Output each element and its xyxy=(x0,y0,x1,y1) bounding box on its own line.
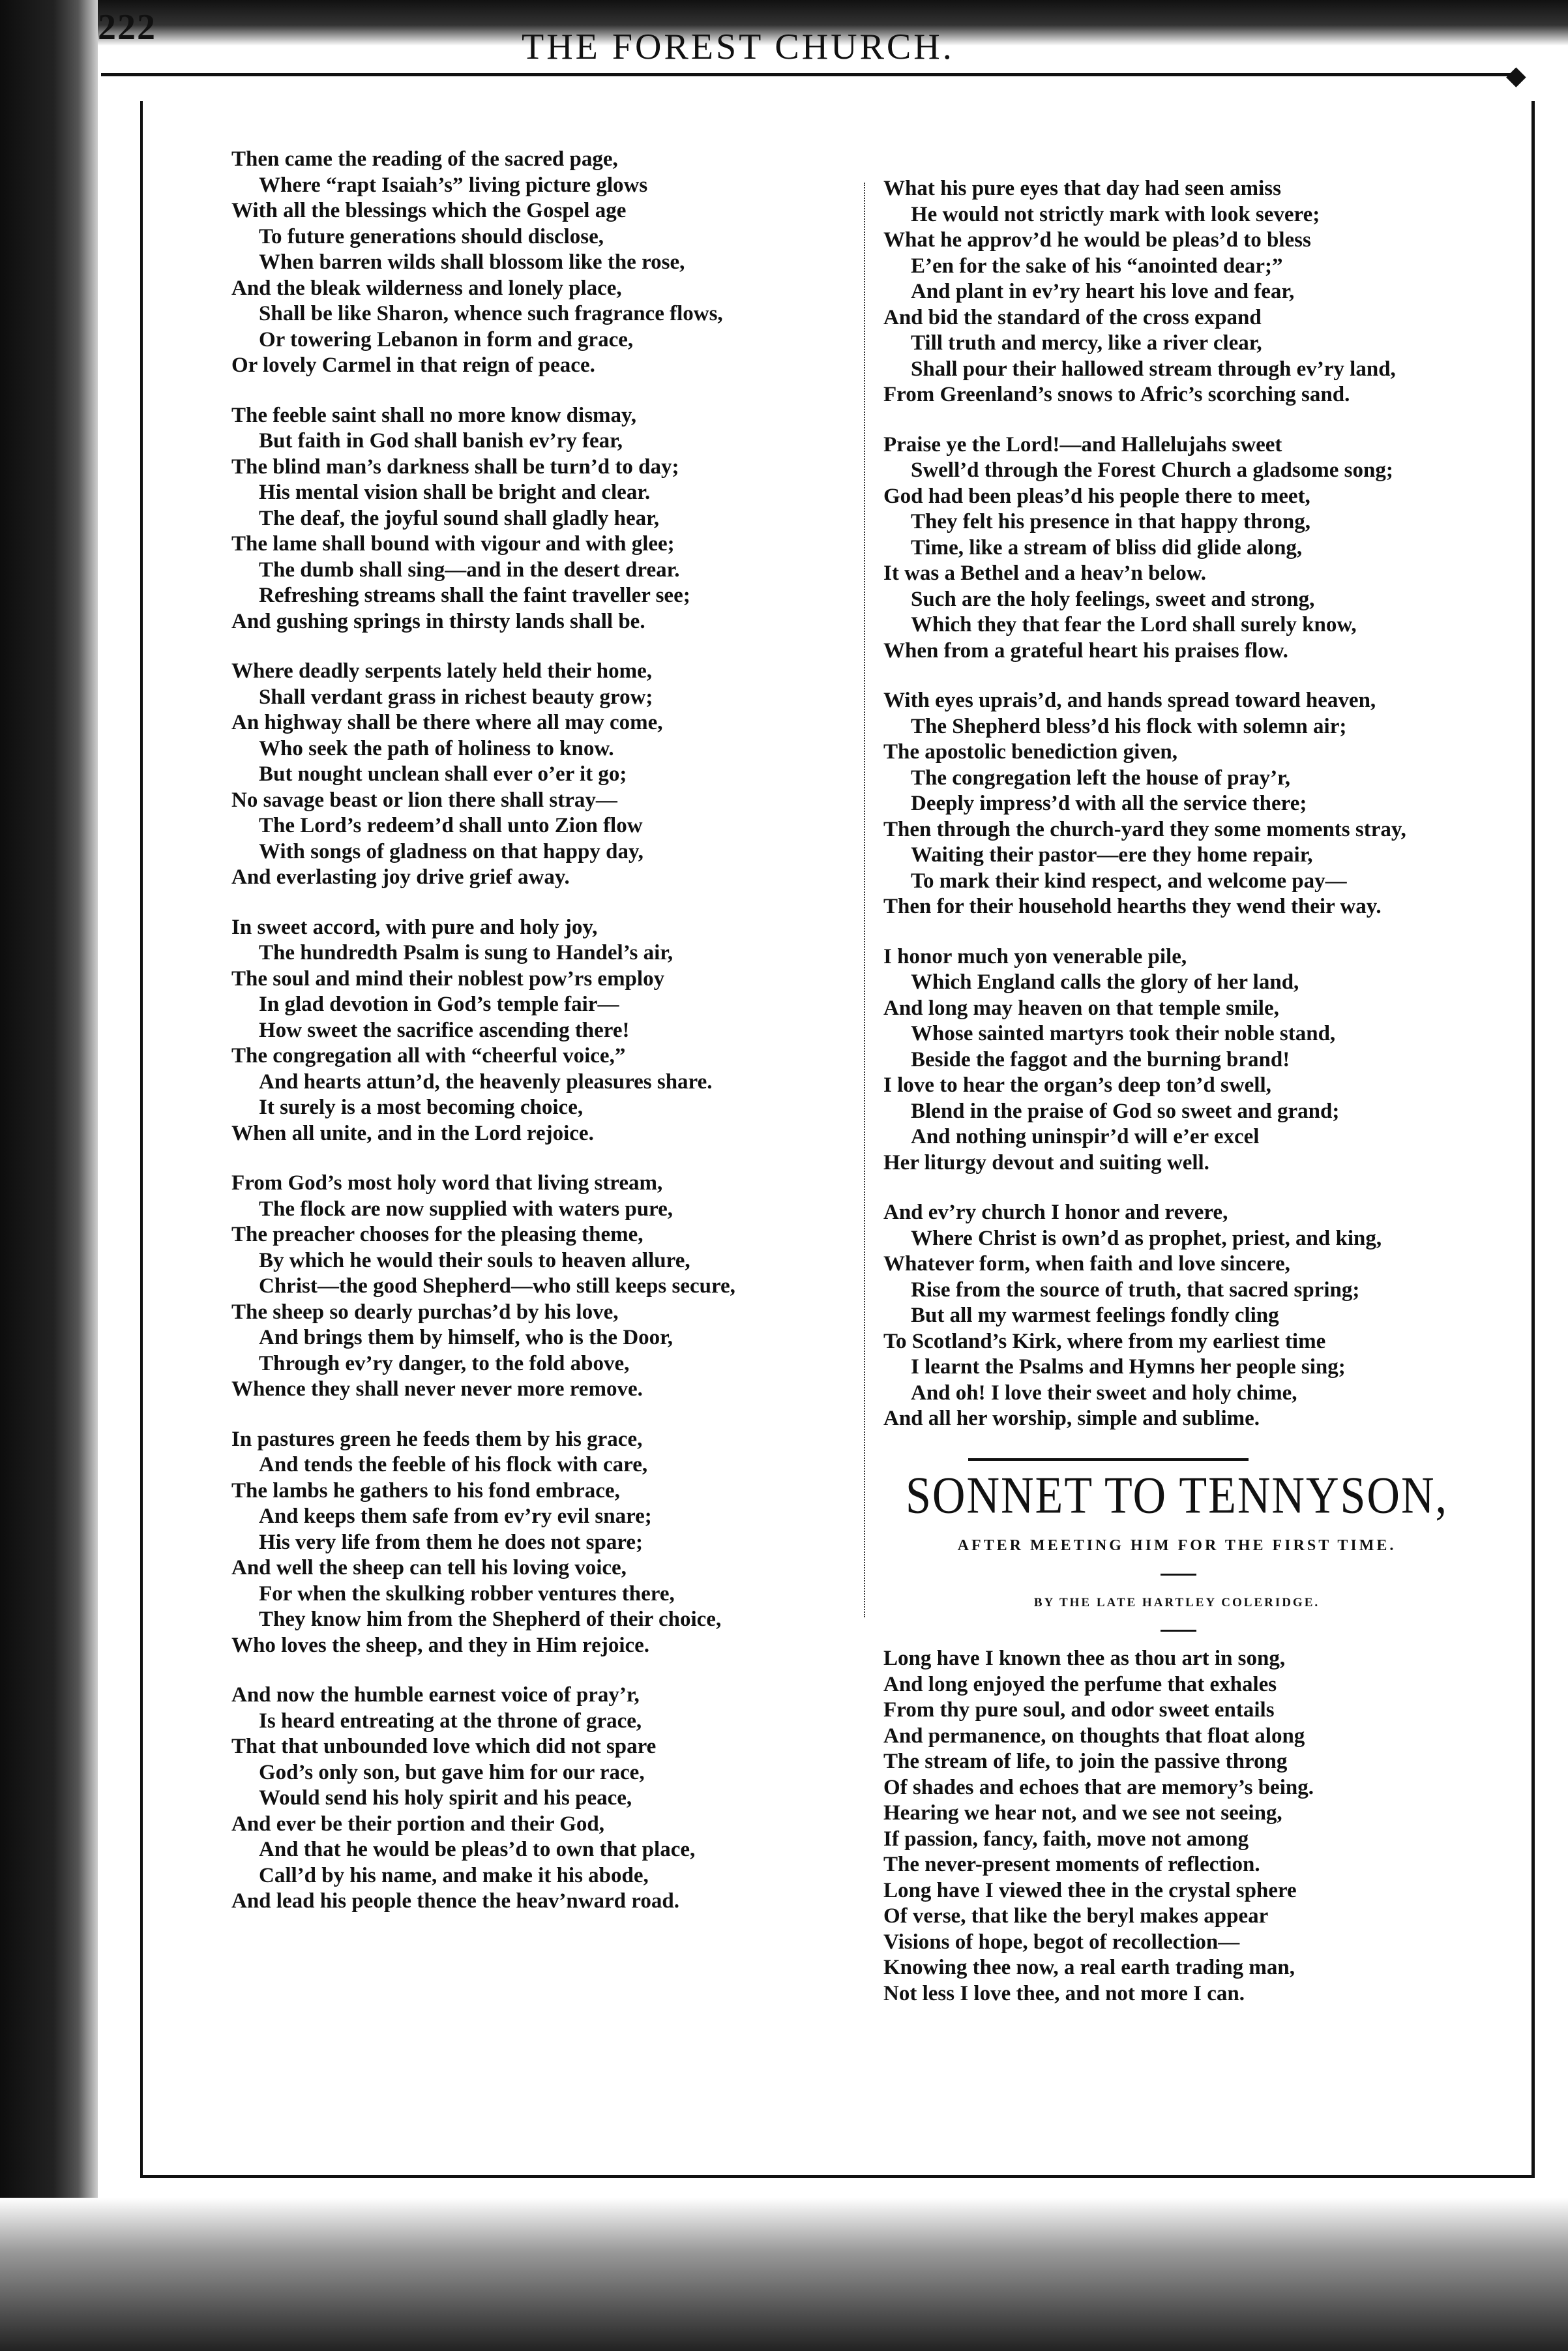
sonnet-body xyxy=(883,1646,1470,2007)
sonnet-line: And permanence, on thoughts that float along xyxy=(883,1724,1305,1748)
verse-line: I honor much yon venerable pile, xyxy=(883,944,1187,968)
stanza xyxy=(231,1427,805,1659)
verse-line: By which he would their souls to heaven allure, xyxy=(259,1248,690,1272)
sonnet-line: Knowing thee now, a real earth trading man, xyxy=(883,1956,1295,1979)
verse-line: Then through the church-yard they some moments stray, xyxy=(883,817,1406,841)
stanza xyxy=(883,1200,1470,1432)
verse-line: His very life from them he does not spare; xyxy=(259,1530,643,1554)
byline-rule xyxy=(1161,1630,1196,1632)
running-title: THE FOREST CHURCH. xyxy=(522,27,954,67)
verse-line: It was a Bethel and a heav’n below. xyxy=(883,562,1207,585)
verse-line: I learnt the Psalms and Hymns her people sing; xyxy=(911,1355,1346,1379)
verse-line: The preacher chooses for the pleasing theme, xyxy=(231,1223,643,1246)
verse-line: God’s only son, but gave him for our race, xyxy=(259,1760,645,1784)
verse-line: But nought unclean shall ever o’er it go; xyxy=(259,762,627,786)
verse-line: To mark their kind respect, and welcome pay— xyxy=(911,869,1347,893)
verse-line: They felt his presence in that happy throng, xyxy=(911,510,1311,533)
sonnet-line: The stream of life, to join the passive throng xyxy=(883,1750,1288,1773)
verse-line: Then for their household hearths they wend their way. xyxy=(883,895,1382,918)
verse-line: Where “rapt Isaiah’s” living picture glows xyxy=(259,173,648,197)
verse-line: Through ev’ry danger, to the fold above, xyxy=(259,1351,630,1375)
stanza xyxy=(883,432,1470,665)
verse-line: For when the skulking robber ventures there, xyxy=(259,1581,675,1606)
verse-line: That that unbounded love which did not spare xyxy=(231,1735,657,1758)
verse-line: Christ—the good Shepherd—who still keeps secure, xyxy=(259,1274,735,1298)
verse-line: Where Christ is own’d as prophet, priest, and king, xyxy=(911,1226,1382,1250)
verse-line: An highway shall be there where all may come, xyxy=(231,711,663,734)
sonnet-line: Hearing we hear not, and we see not seeing, xyxy=(883,1801,1282,1825)
stanza xyxy=(231,659,805,891)
verse-line: What he approv’d he would be pleas’d to bless xyxy=(883,228,1311,252)
verse-line: And nothing uninspir’d will e’er excel xyxy=(911,1125,1260,1148)
sonnet-line: Not less I love thee, and not more I can. xyxy=(883,1981,1245,2005)
verse-line: They know him from the Shepherd of their choice, xyxy=(259,1608,722,1631)
verse-line: Till truth and mercy, like a river clear, xyxy=(911,331,1262,355)
verse-line: Deeply impress’d with all the service there; xyxy=(911,792,1307,815)
verse-line: But faith in God shall banish ev’ry fear, xyxy=(259,429,623,453)
verse-line: Shall pour their hallowed stream through ev’ry land, xyxy=(911,357,1396,381)
verse-line: And lead his people thence the heav’nward road. xyxy=(231,1889,679,1913)
verse-line: Whence they shall never never more remove. xyxy=(231,1377,643,1401)
sonnet-line: The never-present moments of reflection. xyxy=(883,1853,1260,1876)
verse-line: And tends the feeble of his flock with care, xyxy=(259,1453,648,1476)
scan-binding-shadow xyxy=(0,0,98,2351)
verse-line: Such are the holy feelings, sweet and strong, xyxy=(911,587,1315,611)
verse-line: With eyes uprais’d, and hands spread toward heaven, xyxy=(883,689,1376,712)
corner-ornament-icon: ◆ xyxy=(1506,61,1526,90)
header-rule xyxy=(101,73,1516,76)
verse-line: Refreshing streams shall the faint traveller see; xyxy=(259,584,690,607)
verse-line: And brings them by himself, who is the Door, xyxy=(259,1326,673,1349)
verse-line: But all my warmest feelings fondly cling xyxy=(911,1304,1279,1327)
verse-line: From Greenland’s snows to Afric’s scorching sand. xyxy=(883,383,1350,406)
verse-line: With songs of gladness on that happy day, xyxy=(259,839,643,863)
stanza xyxy=(231,915,805,1147)
verse-line: Whose sainted martyrs took their noble stand, xyxy=(911,1022,1336,1045)
verse-line: Shall verdant grass in richest beauty grow; xyxy=(259,685,653,709)
right-column xyxy=(883,176,1470,2007)
stanza xyxy=(231,147,805,379)
verse-line: He would not strictly mark with look severe; xyxy=(911,202,1320,226)
verse-line: And plant in ev’ry heart his love and fear, xyxy=(911,280,1295,303)
right-column-stanzas xyxy=(883,176,1470,1432)
verse-line: When all unite, and in the Lord rejoice. xyxy=(231,1121,594,1145)
sonnet-separator-rule xyxy=(968,1458,1249,1461)
sonnet-subtitle: AFTER MEETING HIM FOR THE FIRST TIME. xyxy=(957,1537,1397,1554)
verse-line: In pastures green he feeds them by his grace, xyxy=(231,1427,643,1451)
verse-line: The Shepherd bless’d his flock with solemn air; xyxy=(911,714,1347,738)
verse-line: Praise ye the Lord!—and Hallelujahs sweet xyxy=(883,432,1282,457)
verse-line: The congregation left the house of pray’r, xyxy=(911,766,1291,790)
stanza xyxy=(231,1171,805,1403)
sonnet-line: If passion, fancy, faith, move not among xyxy=(883,1827,1249,1851)
verse-line: To future generations should disclose, xyxy=(259,224,604,248)
verse-line: The lambs he gathers to his fond embrace, xyxy=(231,1478,620,1503)
stanza xyxy=(231,1683,805,1915)
verse-line: Or towering Lebanon in form and grace, xyxy=(259,327,634,352)
verse-line: To Scotland’s Kirk, where from my earliest time xyxy=(883,1329,1326,1353)
stanza xyxy=(231,403,805,635)
sonnet-line: Of verse, that like the beryl makes appear xyxy=(883,1904,1269,1928)
verse-line: When barren wilds shall blossom like the rose, xyxy=(259,250,685,274)
verse-line: The lame shall bound with vigour and with glee; xyxy=(231,532,675,556)
verse-line: And ev’ry church I honor and revere, xyxy=(883,1201,1228,1224)
verse-line: Who seek the path of holiness to know. xyxy=(259,736,614,760)
subtitle-rule xyxy=(1161,1574,1196,1576)
verse-line: In glad devotion in God’s temple fair— xyxy=(259,993,619,1016)
verse-line: When from a grateful heart his praises flow. xyxy=(883,638,1288,663)
verse-line: Rise from the source of truth, that sacred spring; xyxy=(911,1278,1360,1302)
verse-line: The congregation all with “cheerful voice,” xyxy=(231,1044,626,1068)
verse-line: Waiting their pastor—ere they home repair, xyxy=(911,843,1313,867)
verse-line: Which they that fear the Lord shall surely know, xyxy=(911,613,1357,636)
verse-line: And that he would be pleas’d to own that place, xyxy=(259,1838,696,1861)
sonnet-title: SONNET TO TENNYSON, xyxy=(905,1466,1449,1525)
verse-line: Time, like a stream of bliss did glide along, xyxy=(911,535,1303,560)
verse-line: And bid the standard of the cross expand xyxy=(883,305,1262,329)
sonnet-line: Visions of hope, begot of recollection— xyxy=(883,1930,1240,1954)
verse-line: Beside the faggot and the burning brand! xyxy=(911,1047,1290,1071)
column-divider xyxy=(864,183,865,1617)
verse-line: E’en for the sake of his “anointed dear;” xyxy=(911,254,1283,278)
verse-line: And keeps them safe from ev’ry evil snare; xyxy=(259,1505,652,1528)
stanza xyxy=(883,944,1470,1176)
verse-line: And long may heaven on that temple smile, xyxy=(883,996,1279,1020)
verse-line: Her liturgy devout and suiting well. xyxy=(883,1150,1209,1175)
verse-line: His mental vision shall be bright and clear. xyxy=(259,481,651,504)
verse-line: From God’s most holy word that living stream, xyxy=(231,1171,663,1195)
verse-line: Then came the reading of the sacred page, xyxy=(231,147,618,171)
verse-line: And now the humble earnest voice of pray’r, xyxy=(231,1683,640,1707)
verse-line: With all the blessings which the Gospel age xyxy=(231,199,627,222)
verse-line: What his pure eyes that day had seen amiss xyxy=(883,177,1281,200)
verse-line: And all her worship, simple and sublime. xyxy=(883,1407,1260,1430)
page-number: 222 xyxy=(98,7,156,48)
verse-line: The dumb shall sing—and in the desert drear. xyxy=(259,558,680,582)
sonnet-line: From thy pure soul, and odor sweet entails xyxy=(883,1698,1275,1722)
verse-line: Call’d by his name, and make it his abode, xyxy=(259,1863,649,1887)
verse-line: It surely is a most becoming choice, xyxy=(259,1096,584,1119)
sonnet-line: And long enjoyed the perfume that exhales xyxy=(883,1672,1277,1696)
verse-line: Where deadly serpents lately held their home, xyxy=(231,659,652,683)
verse-line: Whatever form, when faith and love sincere, xyxy=(883,1252,1290,1276)
stanza xyxy=(883,688,1470,920)
stanza xyxy=(883,176,1470,408)
left-column xyxy=(231,147,805,1939)
sonnet-line: Long have I viewed thee in the crystal sphere xyxy=(883,1878,1297,1902)
verse-line: The Lord’s redeem’d shall unto Zion flow xyxy=(259,814,643,837)
verse-line: The hundredth Psalm is sung to Handel’s air, xyxy=(259,941,673,965)
verse-line: And ever be their portion and their God, xyxy=(231,1812,605,1836)
sonnet-line: Of shades and echoes that are memory’s being. xyxy=(883,1775,1314,1799)
verse-line: The deaf, the joyful sound shall gladly hear, xyxy=(259,506,659,530)
verse-line: And well the sheep can tell his loving voice, xyxy=(231,1556,627,1580)
verse-line: The soul and mind their noblest pow’rs employ xyxy=(231,966,665,991)
verse-line: Which England calls the glory of her land, xyxy=(911,970,1299,994)
sonnet-line: Long have I known thee as thou art in song, xyxy=(883,1647,1286,1670)
verse-line: In sweet accord, with pure and holy joy, xyxy=(231,915,598,939)
verse-line: The apostolic benediction given, xyxy=(883,740,1178,764)
verse-line: Swell’d through the Forest Church a gladsome song; xyxy=(911,458,1393,482)
verse-line: Or lovely Carmel in that reign of peace. xyxy=(231,353,595,377)
scan-bottom-shadow xyxy=(0,2198,1568,2351)
verse-line: The flock are now supplied with waters pure, xyxy=(259,1197,673,1221)
verse-line: Blend in the praise of God so sweet and grand; xyxy=(911,1099,1340,1123)
verse-line: I love to hear the organ’s deep ton’d swell, xyxy=(883,1073,1271,1097)
verse-line: And oh! I love their sweet and holy chime, xyxy=(911,1381,1297,1405)
verse-line: God had been pleas’d his people there to meet, xyxy=(883,484,1310,508)
verse-line: And hearts attun’d, the heavenly pleasures share. xyxy=(259,1070,713,1094)
verse-line: Would send his holy spirit and his peace, xyxy=(259,1786,632,1810)
verse-line: The blind man’s darkness shall be turn’d to day; xyxy=(231,455,679,479)
verse-line: And gushing springs in thirsty lands shall be. xyxy=(231,609,645,633)
verse-line: And the bleak wilderness and lonely place, xyxy=(231,276,622,300)
verse-line: And everlasting joy drive grief away. xyxy=(231,865,570,889)
verse-line: How sweet the sacrifice ascending there! xyxy=(259,1018,630,1042)
verse-line: Who loves the sheep, and they in Him rejoice. xyxy=(231,1633,650,1657)
sonnet-byline: BY THE LATE HARTLEY COLERIDGE. xyxy=(1033,1595,1320,1610)
verse-line: Is heard entreating at the throne of grace, xyxy=(259,1709,642,1733)
verse-line: No savage beast or lion there shall stray— xyxy=(231,788,617,812)
verse-line: Shall be like Sharon, whence such fragrance flows, xyxy=(259,302,723,325)
verse-line: The sheep so dearly purchas’d by his love, xyxy=(231,1300,619,1324)
verse-line: The feeble saint shall no more know dismay, xyxy=(231,403,636,427)
